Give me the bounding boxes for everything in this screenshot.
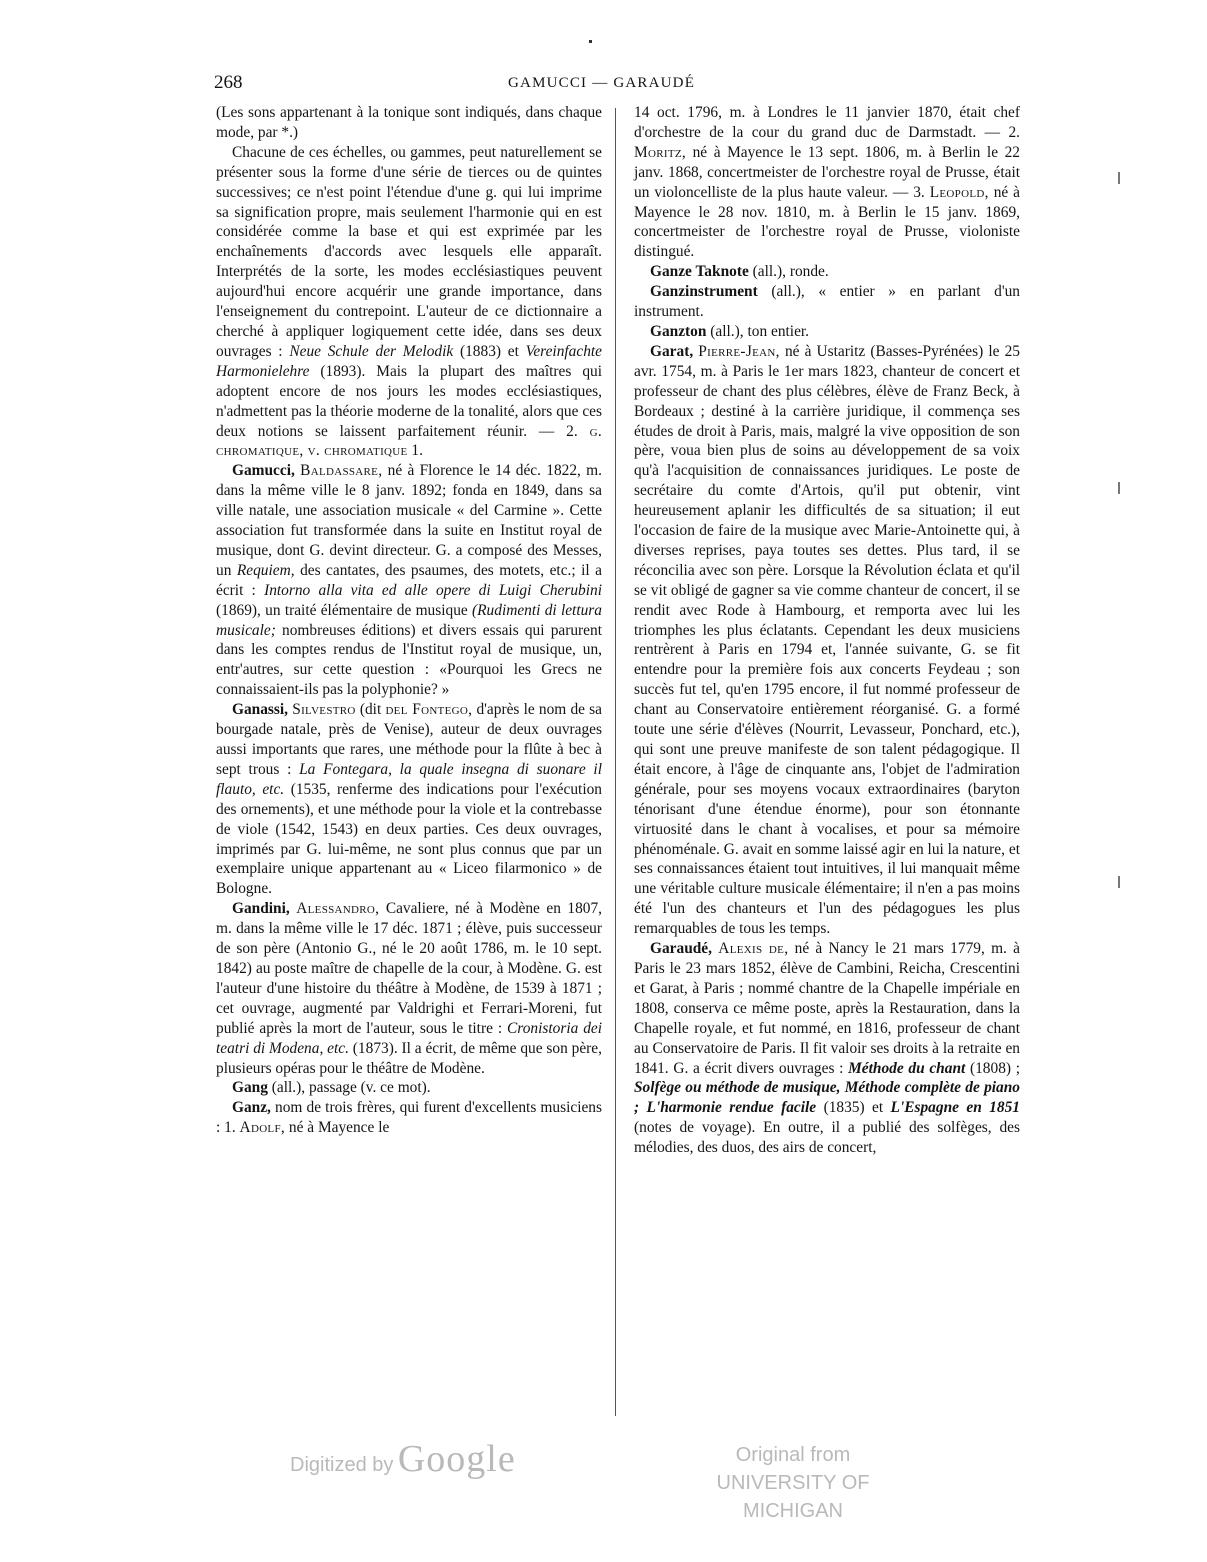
headword: Ganz,: [232, 1099, 271, 1117]
text: (1808) ;: [969, 1059, 1020, 1077]
text: (1535, renferme des indications pour l'exécution des ornements), et une méthode pour la viole et la contrebasse de viole (1542, 1543) en deux parties. Ces deux ouvrages, imprimés par G. lui-même, ne sont plus connus que par un exemplaire unique appartenant au « Liceo filarmonico » de Bologne.: [216, 780, 602, 898]
text: (Les sons appartenant à la tonique sont indiqués, dans chaque mode, par *.): [216, 104, 602, 141]
column-divider: [615, 108, 616, 1416]
entry-ganzton: [634, 322, 1020, 342]
text: né à Mayence le 13 sept. 1806, m. à Berlin le 22 janv. 1868, concertmeister de l'orchestre royal de Prusse, était un violoncelliste de la plus haute valeur. — 3.: [634, 143, 1020, 201]
entry-garat: [634, 342, 1020, 939]
watermark-text: UNIVERSITY OF MICHIGAN: [716, 1472, 870, 1522]
headword: Ganzton: [650, 322, 707, 340]
text: (all.), ton entier.: [710, 322, 810, 340]
given-name: Alessandro,: [296, 900, 380, 918]
headword: Garat,: [650, 342, 694, 360]
scan-edge-mark: [1118, 876, 1120, 888]
text: (1835) et: [823, 1099, 884, 1117]
given-name: Alexis de,: [718, 940, 789, 958]
watermark-text: Original from: [735, 1444, 851, 1466]
digitized-by-watermark: [290, 1437, 516, 1481]
text: (dit: [359, 701, 382, 719]
left-column: [216, 103, 602, 1138]
text: Cavaliere, né à Modène en 1807, m. dans la même ville le 17 déc. 1871 ; élève, puis successeur de son père (Antonio G., né le 20 août 1786, m. le 10 sept. 1842) au poste maître de chapelle de la cour, à Modène. G. est l'auteur d'une histoire du théâtre à Modène, de 1539 à 1871 ; cet ouvrage, augmenté par Valdrighi et Ferrari-Moreni, fut publié après la mort de l'auteur, sous le titre :: [216, 900, 602, 1037]
alias-name: del Fontego,: [385, 701, 473, 719]
text: (1893). Mais la plupart des maîtres qui adoptent encore de nos jours les modes ecclésiastiques, n'admettent pas la théorie moderne de la tonalité, alors que ces deux notions se laissent parfaitement réunir. — 2.: [216, 362, 602, 440]
given-name: Adolf,: [239, 1119, 286, 1137]
paragraph: [216, 143, 602, 462]
page-number: 268: [214, 72, 243, 93]
scan-edge-mark: [1118, 172, 1120, 184]
right-column: [634, 103, 1020, 1158]
running-head: GAMUCCI — GARAUDÉ: [508, 75, 696, 91]
text: des cantates, des psaumes, des motets, etc.; il a écrit :: [216, 561, 602, 599]
title-italic: Solfège ou méthode de musique, Méthode complète de piano ; L'harmonie rendue facile: [634, 1079, 1020, 1117]
title-italic: Méthode du chant: [848, 1059, 966, 1077]
headword: Ganze Taknote: [650, 263, 749, 281]
text: né à Florence le 14 déc. 1822, m. dans la même ville le 8 janv. 1892; fonda en 1849, dans sa ville natale, une association musicale « del Carmine ». Cette association fut transformée dans la suite en Institut royal de musique, dont G. devint directeur. G. a composé des Messes, un: [216, 462, 602, 579]
watermark-text: Digitized by: [290, 1454, 394, 1476]
given-name: Baldassare,: [300, 462, 383, 480]
headword: Garaudé,: [650, 940, 712, 958]
scan-edge-mark: [1118, 482, 1120, 494]
headword: Gandini,: [232, 900, 290, 918]
entry-gang: [216, 1078, 602, 1098]
title-italic: L'Espagne en 1851: [890, 1099, 1020, 1117]
entry-gandini: [216, 899, 602, 1078]
text: 14 oct. 1796, m. à Londres le 11 janvier 1870, était chef d'orchestre de la cour du grand duc de Darmstadt. — 2.: [634, 104, 1020, 141]
entry-garaude: [634, 939, 1020, 1158]
title-italic: (Rudimenti di lettura musicale;: [216, 601, 602, 639]
text: (all.), « entier » en parlant d'un instrument.: [634, 283, 1020, 321]
given-name: Pierre-Jean,: [698, 342, 780, 360]
text: (1883) et: [459, 342, 519, 360]
title-italic: Neue Schule der Melodik: [289, 342, 454, 360]
text: né à Mayence le: [288, 1119, 390, 1137]
entry-gamucci: [216, 461, 602, 700]
given-name: Leopold,: [929, 183, 989, 201]
title-italic: Cronistoria dei teatri di Modena, etc.: [216, 1019, 602, 1057]
title-italic: La Fontegara, la quale insegna di suonare il flauto, etc.: [216, 760, 602, 798]
text: (1873). Il a écrit, de même que son père, plusieurs opéras pour le théâtre de Modène.: [216, 1039, 602, 1077]
text: Chacune de ces échelles, ou gammes, peut naturellement se présenter sous la forme d'une série de tierces ou de quintes successives; ce n'est point l'étendue d'une g. qui lui imprime sa signification propre, mais seulement l'harmonie qui en est considérée comme la base et qui est exprimée par les enchaînements d'accords avec lesquels elle apparaît. Interprétés de la sorte, les modes ecclésiastiques peuvent aujourd'hui encore acquérir une grande importance, dans l'enseignement du contrepoint. L'auteur de ce dictionnaire a cherché à appliquer logiquement cette idée, dans ses deux ouvrages :: [216, 143, 602, 360]
text: (all.), ronde.: [752, 263, 829, 281]
entry-ganze-taknote: [634, 262, 1020, 282]
text: (all.), passage (v. ce mot).: [271, 1079, 431, 1097]
headword: Gang: [232, 1079, 268, 1097]
paragraph: [216, 103, 602, 143]
given-name: Moritz,: [634, 143, 687, 161]
text: 1.: [411, 442, 423, 460]
text: nom de trois frères, qui furent d'excellents musiciens : 1.: [216, 1099, 602, 1137]
original-from-watermark: [668, 1441, 918, 1525]
text: (notes de voyage). En outre, il a publié des solfèges, des mélodies, des duos, des airs de concert,: [634, 1119, 1020, 1157]
entry-ganzinstrument: [634, 282, 1020, 322]
entry-ganz: [216, 1098, 602, 1138]
headword: Gamucci,: [232, 462, 295, 480]
headword: Ganassi,: [232, 701, 289, 719]
cross-reference: g. chromatique, v. chromatique: [216, 422, 602, 460]
headword: Ganzinstrument: [650, 283, 758, 301]
entry-ganz-continued: [634, 103, 1020, 262]
google-logo: Google: [397, 1438, 516, 1480]
title-italic: Intorno alla vita ed alle opere di Luigi Cherubini: [264, 581, 602, 599]
title-italic: Requiem,: [236, 561, 295, 579]
text: né à Ustaritz (Basses-Pyrénées) le 25 avr. 1754, m. à Paris le 1er mars 1823, chanteur de concert et professeur de chant des plus célèbres, élève de Franz Beck, à Bordeaux ; destiné à la carrière juridique, il commença ses études de droit à Paris, mais, malgré la vive opposition de son père, voua bien plus de soins au développement de sa voix qu'à l'acquisition de connaissances juridiques. Le poste de secrétaire du comte d'Artois, qu'il put obtenir, vint heureusement aplanir les difficultés de sa situation; il eut l'occasion de faire de la musique avec Marie-Antoinette qui, à diverses reprises, paya toutes ses dettes. Plus tard, il se réconcilia avec son père. Lorsque la Révolution éclata et qu'il se vit obligé de gagner sa vie comme chanteur de concert, il se rendit avec Rode à Hambourg, et remporta avec lui les triomphes les plus éclatants. Cependant les deux musiciens rentrèrent à Paris en 1794 et, l'année suivante, G. se fit entendre pour la première fois aux concerts Feydeau ; son succès fut tel, qu'en 1795 encore, il fut nommé professeur de chant au Conservatoire entièrement réorganisé. G. a formé toute une série d'élèves (Nourrit, Levasseur, Ponchard, etc.), qui sont une preuve manifeste de son talent pédagogique. Il était encore, à l'âge de cinquante ans, l'objet de l'admiration générale, pour ses moyens vocaux extraordinaires (baryton ténorisant d'une étendue énorme), pour son étonnante virtuosité dans le chant à vocalises, et pour sa mémoire phénoménale. G. avait en somme laissé agir en lui la nature, et ses connaissances étaient tout intuitives, il lui manquait même une véritable culture musicale élémentaire; il n'en a pas moins été l'un des chanteurs et l'un des pédagogues les plus remarquables de tous les temps.: [634, 342, 1020, 938]
text: né à Mayence le 28 nov. 1810, m. à Berlin le 15 janv. 1869, concertmeister de l'orchestre royal de Prusse, violoniste distingué.: [634, 183, 1020, 261]
scan-speck: [589, 40, 592, 43]
text: d'après le nom de sa bourgade natale, près de Venise), auteur de deux ouvrages aussi importants que rares, une méthode pour la flûte à bec à sept trous :: [216, 701, 602, 778]
given-name: Silvestro: [292, 701, 356, 719]
text: né à Nancy le 21 mars 1779, m. à Paris le 23 mars 1852, élève de Cambini, Reicha, Crescentini et Garat, à Paris ; nommé chantre de la Chapelle impériale en 1808, conserva ce même poste, après la Restauration, dans la Chapelle royale, et fut nommé, en 1816, professeur de chant au Conservatoire de Paris. Il fit valoir ses droits à la retraite en 1841. G. a écrit divers ouvrages :: [634, 940, 1020, 1077]
title-italic: Vereinfachte Harmonielehre: [216, 342, 603, 380]
text: (1869), un traité élémentaire de musique: [216, 601, 468, 619]
entry-ganassi: [216, 700, 602, 899]
text: nombreuses éditions) et divers essais qui parurent dans les comptes rendus de l'Institut royal de musique, un, entr'autres, sur cette question : «Pourquoi les Grecs ne connaissaient-ils pas la polyphonie? »: [216, 621, 602, 699]
